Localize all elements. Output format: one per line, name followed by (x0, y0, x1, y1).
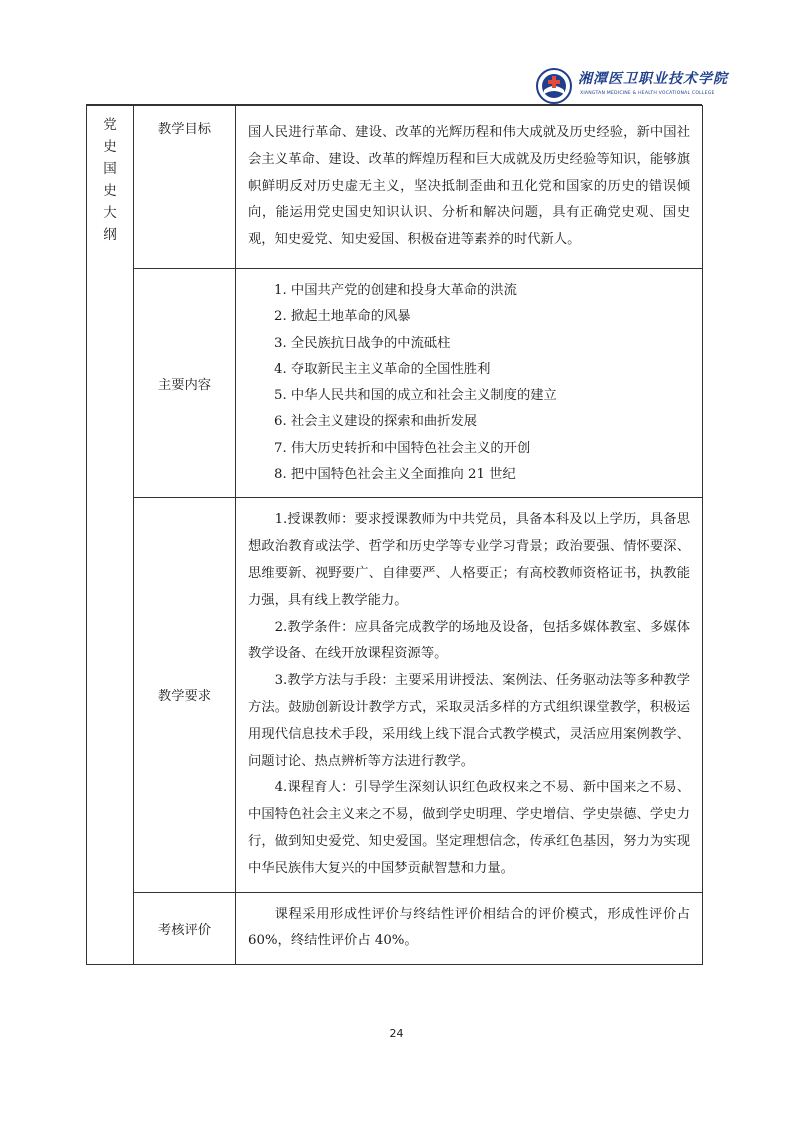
school-name-en: XIANGTAN MEDICINE & HEALTH VOCATIONAL COLLEGE (580, 91, 715, 96)
list-item: 4. 夺取新民主主义革命的全国性胜利 (274, 361, 491, 377)
assessment-text: 课程采用形成性评价与终结性评价相结合的评价模式，形成性评价占60%，终结性评价占 40%。 (236, 892, 703, 965)
requirement-paragraph: 3.教学方法与手段：主要采用讲授法、案例法、任务驱动法等多种教学方法。鼓励创新设计教学方式，采取灵活多样的方式组织课堂教学，积极运用现代信息技术手段，采用线上线下混合式教学模式，灵活应用案例教学、问题讨论、热点辨析等方法进行教学。 (248, 673, 690, 769)
list-item: 7. 伟大历史转折和中国特色社会主义的开创 (274, 440, 531, 456)
row-label-teaching-goals: 教学目标 (134, 106, 236, 269)
list-item: 3. 全民族抗日战争的中流砥柱 (274, 335, 451, 351)
list-item: 1. 中国共产党的创建和投身大革命的洪流 (274, 283, 517, 298)
teaching-requirements-text (236, 498, 703, 892)
school-name: 湘潭医卫职业技术学院 (578, 71, 728, 87)
teaching-goals-text: 国人民进行革命、建设、改革的光辉历程和伟大成就及历史经验，新中国社会主义革命、建设、改革的辉煌历程和巨大成就及历史经验等知识，能够旗帜鲜明反对历史虚无主义，坚决抵制歪曲和丑化党和国家的历史的错误倾向，能运用党史国史知识认识、分析和解决问题，具有正确党史观、国史观，知史爱党、知史爱国、积极奋进等素养的时代新人。 (236, 106, 703, 269)
row-label-main-content: 主要内容 (134, 269, 236, 498)
table-row (87, 498, 703, 892)
page-number: 24 (389, 1027, 404, 1040)
list-item: 6. 社会主义建设的探索和曲折发展 (274, 414, 478, 430)
main-content-list (236, 269, 703, 498)
requirement-paragraph: 1.授课教师：要求授课教师为中共党员，具备本科及以上学历，具备思想政治教育或法学、哲学和历史学等专业学习背景；政治要强、情怀要深、思维要新、视野要广、自律要严、人格要正；有高校教师资格证书，执教能力强，具有线上教学能力。 (248, 512, 690, 608)
table-row (87, 892, 703, 965)
row-label-teaching-requirements: 教学要求 (134, 498, 236, 892)
syllabus-table (86, 105, 703, 965)
list-item: 8. 把中国特色社会主义全面推向 21 世纪 (274, 467, 516, 483)
college-emblem-icon (536, 68, 572, 104)
list-item: 5. 中华人民共和国的成立和社会主义制度的建立 (274, 388, 557, 404)
requirement-paragraph: 4.课程育人：引导学生深刻认识红色政权来之不易、新中国来之不易、中国特色社会主义来之不易，做到学史明理、学史增信、学史崇德、学史力行，做到知史爱党、知史爱国。坚定理想信念，传承红色基因，努力为实现中华民族伟大复兴的中国梦贡献智慧和力量。 (248, 780, 690, 876)
side-label: 党 史 国 史 大 纲 (87, 106, 134, 965)
list-item: 2. 掀起土地革命的风暴 (274, 309, 411, 325)
table-row (87, 106, 703, 269)
table-row (87, 269, 703, 498)
row-label-assessment: 考核评价 (134, 892, 236, 965)
requirement-paragraph: 2.教学条件：应具备完成教学的场地及设备，包括多媒体教室、多媒体教学设备、在线开放课程资源等。 (248, 619, 690, 662)
page-header (500, 62, 728, 108)
